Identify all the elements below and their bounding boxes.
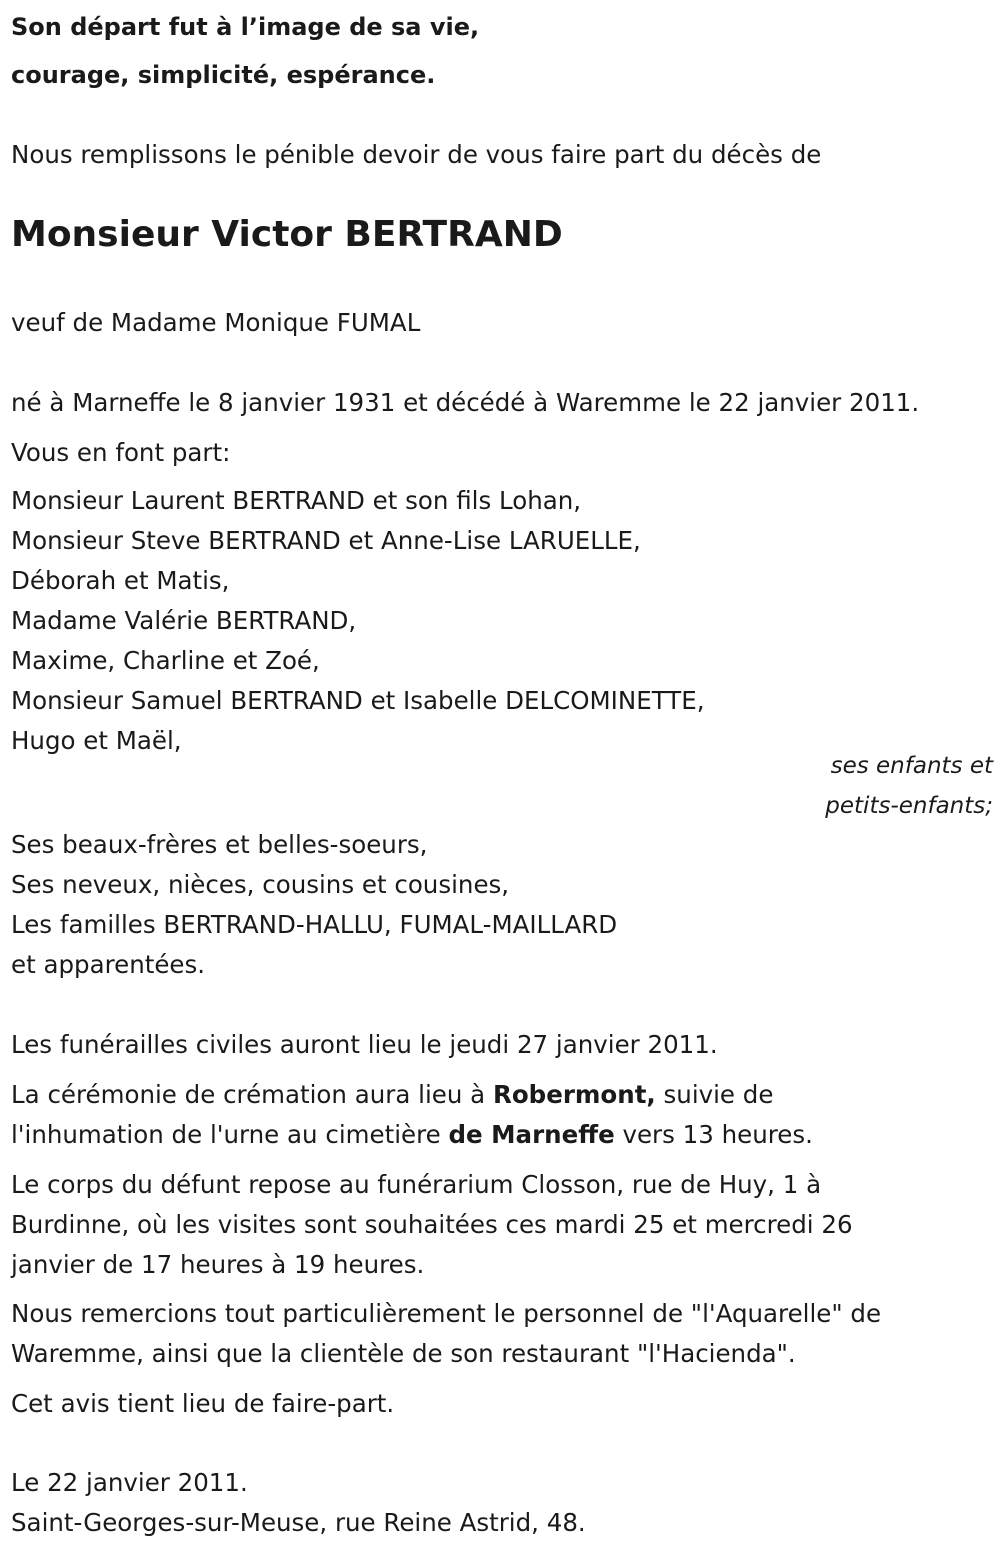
children-line-4: Madame Valérie BERTRAND, <box>11 606 357 635</box>
thanks-line-1: Nous remercions tout particulièrement le personnel de "l'Aquarelle" de <box>11 1299 882 1328</box>
relatives-line-2: Ses neveux, nièces, cousins et cousines, <box>11 870 510 899</box>
ceremony-location: Robermont, <box>492 1080 656 1109</box>
ceremony-line-2-before: l'inhumation de l'urne au cimetière <box>11 1120 449 1149</box>
funeral-text: Les funérailles civiles auront lieu le jeudi 27 janvier 2011. <box>11 1030 718 1059</box>
children-line-5: Maxime, Charline et Zoé, <box>11 646 320 675</box>
date-line: Le 22 janvier 2011. <box>11 1468 248 1497</box>
motto-line-2: courage, simplicité, espérance. <box>11 61 436 89</box>
birth-death-info: né à Marneffe le 8 janvier 1931 et décédé à Waremme le 22 janvier 2011. <box>11 388 920 417</box>
deceased-name: Monsieur Victor BERTRAND <box>11 214 563 255</box>
children-line-2: Monsieur Steve BERTRAND et Anne-Lise LARUELLE, <box>11 526 641 555</box>
relatives-line-4: et apparentées. <box>11 950 206 979</box>
children-line-6: Monsieur Samuel BERTRAND et Isabelle DELCOMINETTE, <box>11 686 705 715</box>
intro-text: Nous remplissons le pénible devoir de vous faire part du décès de <box>11 140 822 169</box>
obituary-notice <box>11 0 993 1558</box>
children-line-7: Hugo et Maël, <box>11 726 182 755</box>
ceremony-line-1-after: suivie de <box>655 1080 774 1109</box>
relatives-line-3: Les familles BERTRAND-HALLU, FUMAL-MAILLARD <box>11 910 618 939</box>
visitation-line-1: Le corps du défunt repose au funérarium Closson, rue de Huy, 1 à <box>11 1170 822 1199</box>
children-role-line-2: petits-enfants; <box>825 793 993 819</box>
thanks-line-2: Waremme, ainsi que la clientèle de son restaurant "l'Hacienda". <box>11 1339 796 1368</box>
address-line: Saint-Georges-sur-Meuse, rue Reine Astrid, 48. <box>11 1508 586 1537</box>
children-line-1: Monsieur Laurent BERTRAND et son fils Lohan, <box>11 486 582 515</box>
ceremony-line-2-after: vers 13 heures. <box>614 1120 813 1149</box>
relatives-line-1: Ses beaux-frères et belles-soeurs, <box>11 830 428 859</box>
children-line-3: Déborah et Matis, <box>11 566 230 595</box>
notice-text: Cet avis tient lieu de faire-part. <box>11 1389 395 1418</box>
cemetery-location: de Marneffe <box>448 1120 615 1149</box>
ceremony-line-2 <box>11 1120 813 1150</box>
ceremony-line-1-before: La cérémonie de crémation aura lieu à <box>11 1080 493 1109</box>
children-role-line-1: ses enfants et <box>830 753 993 779</box>
visitation-line-2: Burdinne, où les visites sont souhaitées ces mardi 25 et mercredi 26 <box>11 1210 853 1239</box>
widower-of: veuf de Madame Monique FUMAL <box>11 308 421 337</box>
ceremony-line-1 <box>11 1080 773 1110</box>
announce-text: Vous en font part: <box>11 438 231 467</box>
visitation-line-3: janvier de 17 heures à 19 heures. <box>11 1250 425 1279</box>
motto-line-1: Son départ fut à l’image de sa vie, <box>11 13 480 41</box>
